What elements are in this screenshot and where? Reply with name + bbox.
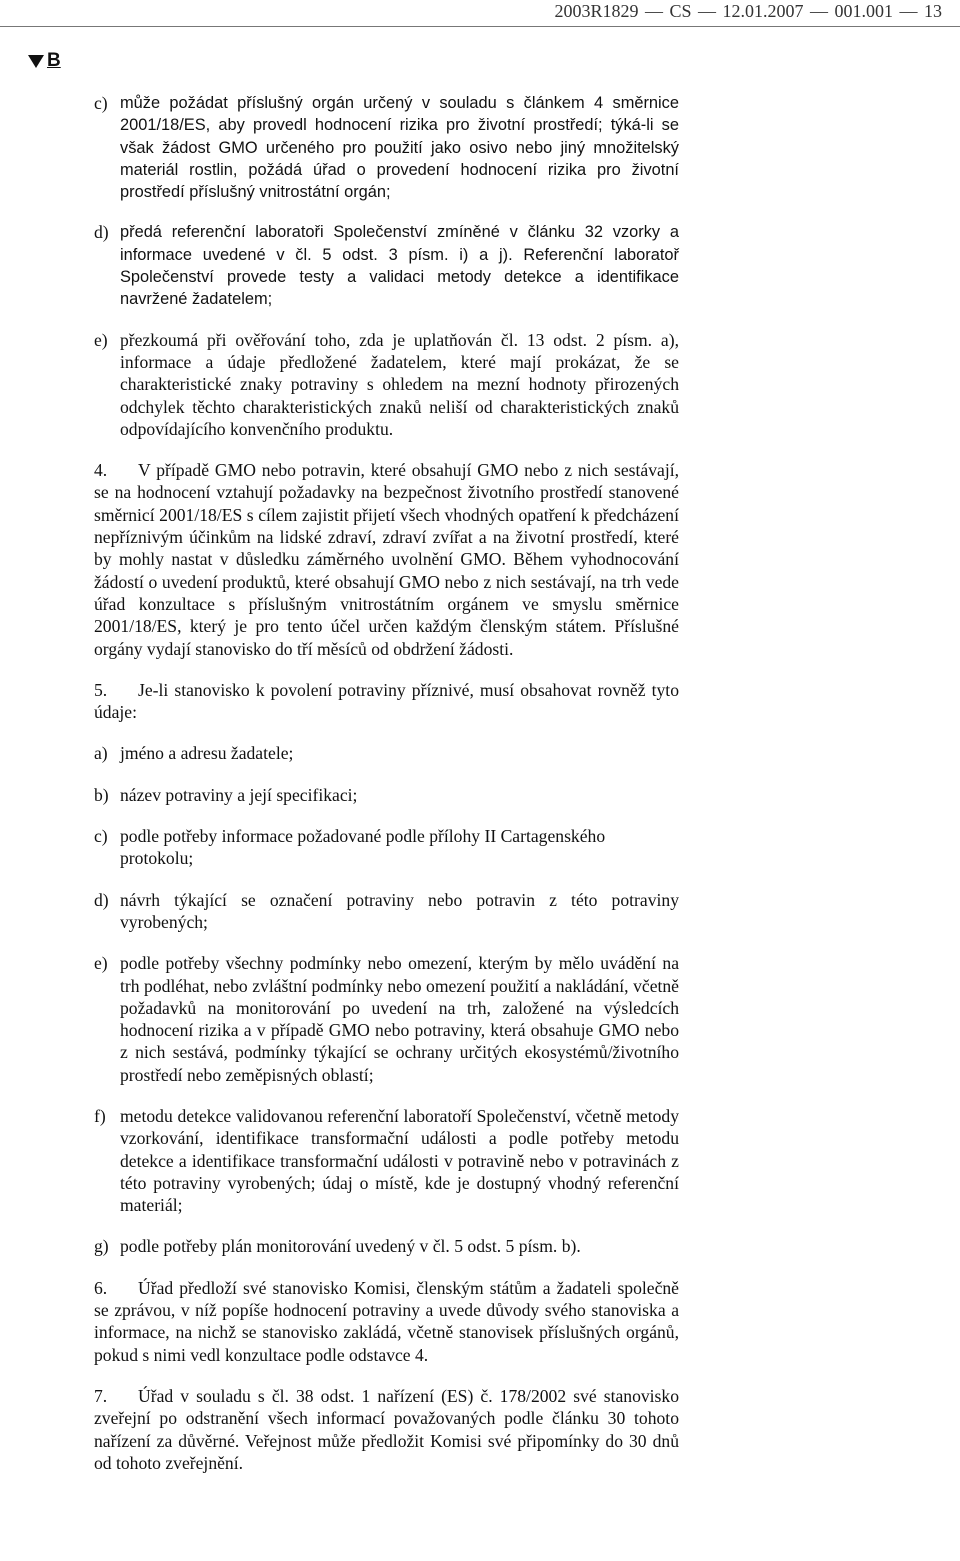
list-item-5d [94,889,679,934]
item-text: metodu detekce validovanou referenční laboratoří Společenství, včetně metody vzorkování, identifikace transformační události a podle potřeby metodu detekce a identifikace transformační události v potravině nebo v potravinách z této potraviny vyrobených; údaj o místě, kde je dostupný vhodný referenční materiál; [120,1105,679,1216]
paragraph-text: Úřad předloží své stanovisko Komisi, členským státům a žadateli společně se zprávou, v níž popíše hodnocení potraviny a uvede důvody svého stanoviska a informace, na nichž se stanovisko zakládá, včetně stanovisek příslušných orgánů, pokud s nimi vedl konzultace podle odstavce 4. [94,1277,679,1365]
list-item-e [94,329,679,440]
item-text: přezkoumá při ověřování toho, zda je uplatňován čl. 13 odst. 2 písm. a), informace a údaje předložené žadatelem, které mají prokázat, že se charakteristické znaky potraviny s ohledem na mezní hodnoty přirozených odchylek těchto charakteristických znaků neliší od charakteristických znaků odpovídajícího konvenčního produktu. [120,329,679,439]
item-label: b) [94,784,109,805]
paragraph-5 [94,679,679,724]
paragraph-number: 5. [94,679,108,700]
list-item-d [94,221,679,310]
list-item-5g [94,1235,679,1257]
paragraph-7 [94,1385,679,1474]
item-label: e) [94,953,108,974]
document-reference: 2003R1829 — CS — 12.01.2007 — 001.001 — 13 [554,1,942,21]
item-text: název potraviny a její specifikaci; [120,784,358,805]
amendment-marker-letter: B [47,50,61,71]
item-text: předá referenční laboratoři Společenství zmíněné v článku 32 vzorky a informace uvedené v čl. 5 odst. 3 písm. i) a j). Referenční laboratoř Společenství provede testy a validaci metody detekce a identifikace navržené žadatelem; [120,223,679,309]
item-text: může požádat příslušný orgán určený v souladu s článkem 4 směrnice 2001/18/ES, aby provedl hodnocení rizika pro životní prostředí; týká-li se však žádost GMO určeného pro použití jako osivo nebo jiný množitelský materiál rostlin, požádá úřad o provedení hodnocení rizika pro životní prostředí příslušný vnitrostátní orgán; [120,94,679,202]
item-label: e) [94,329,108,350]
item-label: g) [94,1236,109,1257]
item-label: c) [94,826,108,847]
list-item-5e [94,952,679,1086]
triangle-down-icon [28,55,44,68]
paragraph-text: V případě GMO nebo potravin, které obsahují GMO nebo z nich sestávají, se na hodnocení vztahují požadavky na bezpečnost životního prostředí stanovené směrnicí 2001/18/ES s cílem zajistit přijetí všech vhodných opatření k předcházení nepříznivým účinkům na lidské zdraví, zdraví zvířat a na životní prostředí, které by mohly nastat v důsledku záměrného uvolnění GMO. Během vyhodnocování žádostí o uvedení produktů, které obsahují GMO nebo z nich sestávají, na trh vede úřad konzultace s příslušným vnitrostátním orgánem ve smyslu směrnice 2001/18/ES, který je pro tento účel určen každým členským státem. Příslušné orgány vydají stanovisko do tří měsíců od obdržení žádosti. [94,460,679,659]
item-text: návrh týkající se označení potraviny nebo potravin z této potraviny vyrobených; [120,889,679,932]
list-item-5b [94,784,679,806]
item-text: podle potřeby plán monitorování uvedený v čl. 5 odst. 5 písm. b). [120,1236,581,1257]
paragraph-6 [94,1277,679,1366]
item-text: podle potřeby informace požadované podle přílohy II Cartagenského protokolu; [120,826,606,869]
list-item-5f [94,1105,679,1216]
list-item-5a [94,742,679,764]
list-item-5c [94,825,679,870]
item-label: a) [94,743,108,764]
item-label: d) [94,222,109,243]
item-label: c) [94,93,108,113]
item-label: f) [94,1105,106,1126]
paragraph-number: 4. [94,460,108,481]
paragraph-text: Úřad v souladu s čl. 38 odst. 1 nařízení (ES) č. 178/2002 své stanovisko zveřejní po odstranění všech informací považovaných podle článku 30 tohoto nařízení za důvěrné. Veřejnost může předložit Komisi své připomínky do 30 dnů od tohoto zveřejnění. [94,1385,679,1473]
amendment-marker [28,50,61,72]
list-item-c [94,92,679,203]
paragraph-4 [94,459,679,660]
article-body [94,92,679,1493]
running-header [0,0,960,27]
item-text: podle potřeby všechny podmínky nebo omezení, kterým by mělo uvádění na trh podléhat, nebo zvláštní podmínky nebo omezení použití a nakládání, včetně požadavků na monitorování po uvedení na trh, založené na výsledcích hodnocení rizika a v případě GMO nebo potraviny, která obsahuje GMO nebo z nich sestává, podmínky týkající se ochrany určitých ekosystémů/životního prostředí nebo zeměpisných oblastí; [120,953,679,1085]
paragraph-number: 6. [94,1277,108,1298]
paragraph-text: Je-li stanovisko k povolení potraviny příznivé, musí obsahovat rovněž tyto údaje: [94,679,679,723]
item-label: d) [94,889,109,910]
paragraph-number: 7. [94,1385,108,1406]
item-text: jméno a adresu žadatele; [120,743,294,764]
